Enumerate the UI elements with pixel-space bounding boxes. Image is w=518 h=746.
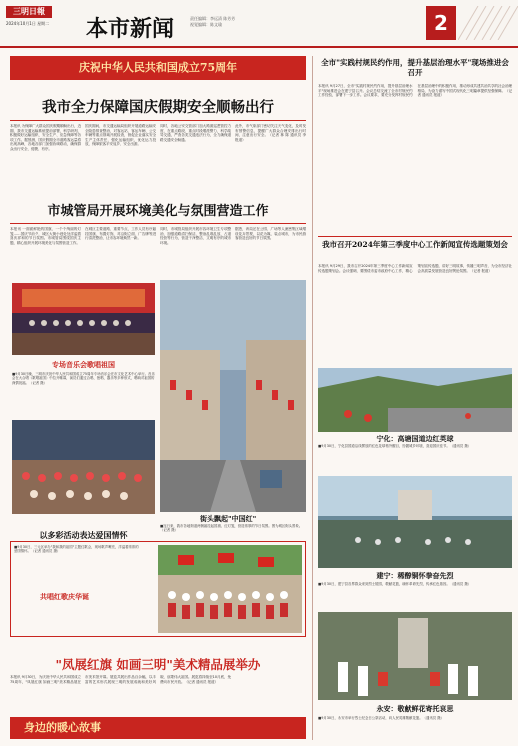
- anniversary-banner: 庆祝中华人民共和国成立75周年: [10, 56, 306, 80]
- right-news-planning-body: 本报讯 9月29日，我市召开2024年第三季度中心工作新闻宣传选题策划会。会议强调，要围绕市委市政府中心工作，精心策划宣传选题，讲好三明故事，传播三明声音，为全市经济社会高质量发展营造良好舆论氛围。（记者 报道）: [318, 264, 512, 273]
- article1-col1: 本报讯 为保障广大群众国庆假期顺畅出行，近期，我市交通运输系统提前部署，科学研判，积极做好运输组织、安全生产、应急保障等各项工作。据预测，国庆假期全市道路客运量将出现高峰，各地各部门加强协调联动，确保群众出行安全、便捷、有序。: [10, 124, 81, 151]
- article2-col4: 据悉，该局还在公园、广场等人流密集区域增设花卉景观，以花为媒，装点城市，为市民游客营造良好的节日氛围。: [235, 227, 306, 241]
- jianning-photo: [318, 476, 512, 568]
- street-photo: [160, 280, 306, 512]
- page-number: 2: [426, 6, 456, 40]
- editor-info: [190, 16, 235, 28]
- newspaper-logo: 三明日報: [6, 6, 52, 18]
- art-exhibition-headline: "凤展红旗 如画三明"美术精品展举办: [55, 657, 261, 672]
- concert-title: 专场音乐会歌唱祖国: [52, 361, 115, 369]
- yongan-caption: ■9月30日，永安市举行烈士纪念日公祭活动，向人民英雄敬献花篮。（通讯员 摄）: [318, 716, 445, 720]
- visual-editor-line: 视觉编辑：陈文瑜: [190, 22, 222, 27]
- song-caption: ■9月30日，三元区举办"我和我的祖国"主题红歌会，现场歌声嘹亮，洋溢着浓浓的爱国情怀。（记者 通讯员 摄）: [14, 545, 139, 554]
- story-heading: 以多彩活动表达爱国情怀: [39, 530, 128, 540]
- headline-city-beautification: 市城管局开展环境美化与氛围营造工作: [47, 204, 269, 219]
- article2-col3: 同时，市城管局组织开展市容环境卫生专项整治，加强道路清扫保洁，整治乱堆乱放、占道经营等行为，营造干净整洁、文明有序的城市环境。: [160, 227, 231, 245]
- performers-photo: [12, 420, 155, 514]
- jianning-caption: ■9月30日，建宁县各界群众来到烈士陵园，敬献花篮，缅怀革命先烈，传承红色基因。（通讯员 摄）: [318, 582, 472, 586]
- concert-caption: ■9月30日晚，三明市庆祝中华人民共和国成立75周年专场音乐会在市文化艺术中心举行。音乐会在大合唱《歌唱祖国》中拉开帷幕，演员们通过合唱、独唱、器乐等多种形式，唱响对祖国的深情祝福。（记者 摄）: [12, 372, 155, 385]
- right-village-rules-body: 本报讯 9月27日，全市"实践村规民约作用，提升基层治理水平"现场推进会在建宁县召开。会议总结交流了全市村规民约工作经验，部署下一步工作。会议要求，要充分发挥村规民约在基层治理中的积极作用，推动形成共建共治共享的社会治理格局，为奋力谱写中国式现代化三明篇章提供坚强保障。（记者 通讯员 报道）: [318, 84, 512, 98]
- right-headline-news-planning: 我市召开2024年第三季度中心工作新闻宣传选题策划会: [322, 240, 508, 249]
- yongan-photo: [318, 612, 512, 700]
- jianning-title: 建宁：稀醇铜怀拳奋先烈: [376, 572, 454, 580]
- article1-col3: 同时，各地公安交管部门加大路面巡逻管控力度，在重点路段、重点时段增派警力，科学疏导交通，严查各类交通违法行为，全力确保道路交通安全畅通。: [160, 124, 231, 142]
- divider: [318, 236, 512, 237]
- right-headline-village-rules: 全市"实践村规民约作用，提升基层治理水平"现场推进会召开: [321, 58, 509, 77]
- section-title: 本市新闻: [86, 16, 175, 42]
- art-exhibition-body: 本报讯 9月30日，为庆祝中华人民共和国成立75周年，"凤展红旗 如画三明"美术精品展在市美术馆开幕。展览共展出作品百余幅，以丰富的艺术形式展现三明的发展成就和美好风貌，讴歌伟大祖国。展览将持续至10月底，免费向市民开放。（记者 通讯员 报道）: [10, 675, 231, 684]
- article2-col2: 在城区主要道路、重要节点，工作人员有序悬挂国旗、布置灯饰，对沿街立面、广告牌等进行清洗整治，让市容环境焕然一新。: [85, 227, 156, 241]
- headline-travel-safety: 我市全力保障国庆假期安全顺畅出行: [42, 99, 274, 116]
- column-divider: [312, 56, 313, 740]
- masthead-stripe-decoration: [458, 6, 518, 40]
- warm-stories-bar: 身边的暖心故事: [10, 717, 306, 739]
- concert-photo: [12, 283, 155, 355]
- song-photo: [158, 545, 302, 633]
- street-caption: ■连日来，我市各地街道两侧悬挂起国旗、红灯笼，营造浓厚的节日氛围。图为城区街头景象。（记者 摄）: [160, 524, 303, 533]
- yongan-title: 永安：敬献鲜花寄托哀思: [376, 705, 454, 713]
- divider: [10, 223, 306, 224]
- song-title: 共唱红歌庆华诞: [40, 593, 89, 601]
- article2-col1: 本报讯 一面面鲜艳的国旗、一个个绚丽的灯笼……国庆节前夕，城区大街小巷处处洋溢着喜庆祥和的节日氛围。市城管局围绕国庆主题，精心组织开展环境美化与氛围营造工作。: [10, 227, 81, 245]
- issue-date: 2024年10月1日 星期二: [6, 21, 50, 26]
- ninghua-title: 宁化：高塘国道边红英球: [376, 435, 454, 443]
- article1-col4: 此外，市气象部门密切关注天气变化，及时发布预警信息，提醒广大群众合理安排出行时间，注意出行安全。（记者 林 陈 通讯员 李 报道）: [235, 124, 306, 142]
- ninghua-caption: ■9月30日，宁化县国道沿线摆放的红色花球格外醒目，扮靓城乡环境，喜迎国庆佳节。（通讯员 摄）: [318, 444, 472, 448]
- ninghua-photo: [318, 368, 512, 432]
- divider: [10, 120, 306, 121]
- article1-col2: 国庆期间，市交通运输局组织开展道路运输安全隐患排查整治，对客运站、客运车辆、公交车辆等重点领域开展检查，督促企业落实安全生产主体责任，强化运输组织，优化运力投放，保障旅客平安返乡、安全出游。: [85, 124, 156, 147]
- street-title: 街头飘起"中国红": [200, 515, 257, 523]
- editor-line: 责任编辑：李远清 陈芳芳: [190, 16, 236, 21]
